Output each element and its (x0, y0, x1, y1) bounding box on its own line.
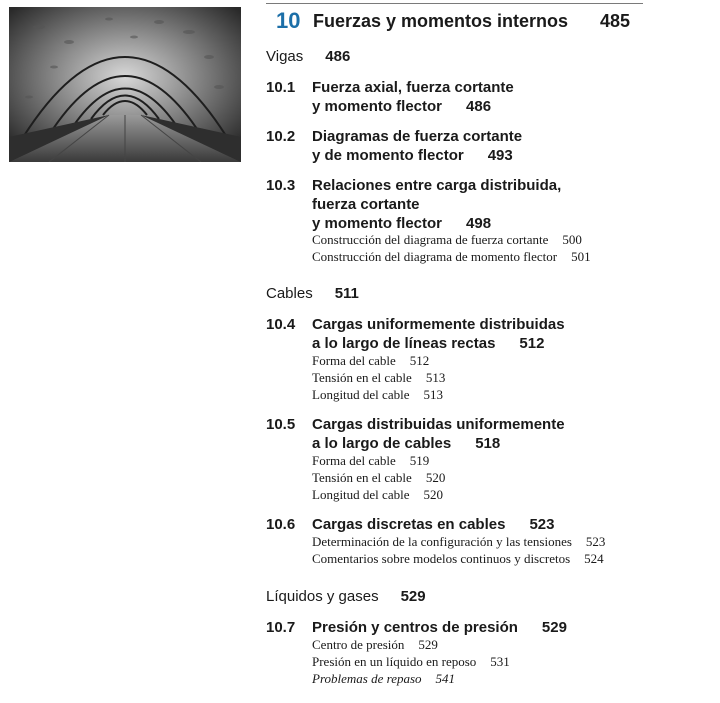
section-title-line: Presión y centros de presión (312, 619, 518, 636)
section-title-line: fuerza cortante (312, 196, 420, 213)
subsection-page: 524 (584, 551, 604, 566)
section-page: 486 (466, 98, 492, 115)
subsection-title: Longitud del cable (312, 387, 410, 402)
chapter-photo (9, 7, 241, 162)
section-number: 10.4 (266, 316, 296, 333)
subsection-title: Longitud del cable (312, 487, 410, 502)
subsection-page: 501 (571, 249, 591, 264)
header-rule (266, 3, 643, 4)
part-liquidos-y-gases[interactable] (266, 588, 426, 605)
subsection-page: 519 (409, 453, 430, 468)
subsection-title: Construcción del diagrama de momento flector (312, 249, 558, 264)
section-title-line: a lo largo de líneas rectas (312, 335, 496, 352)
part-title: Vigas (266, 48, 304, 65)
subsection-title: Problemas de repaso (312, 671, 422, 686)
section-title-line: Cargas distribuidas uniformemente (312, 416, 565, 433)
chapter-title: Fuerzas y momentos internos (313, 11, 569, 31)
section-title-line: a lo largo de cables (312, 435, 452, 452)
subsection-page: 513 (425, 370, 446, 385)
chapter-number: 10 (276, 8, 301, 33)
section-title-line: y momento flector (312, 98, 443, 115)
section-title-line: Cargas discretas en cables (312, 516, 506, 533)
section-page: 523 (529, 516, 555, 533)
subsection-item-review-problems[interactable] (312, 670, 455, 687)
subsection-title: Centro de presión (312, 637, 405, 652)
subsection-item[interactable] (312, 369, 445, 386)
subsection-item[interactable] (312, 452, 429, 469)
part-title: Líquidos y gases (266, 588, 379, 605)
subsection-title: Forma del cable (312, 353, 396, 368)
subsection-item[interactable] (312, 636, 438, 653)
part-title: Cables (266, 285, 313, 302)
section-number: 10.6 (266, 516, 296, 533)
section-title-line: y de momento flector (312, 147, 464, 164)
subsection-item[interactable] (312, 550, 604, 567)
chapter-page: 485 (600, 11, 631, 31)
section-title-line: Diagramas de fuerza cortante (312, 128, 523, 145)
section-page: 512 (519, 335, 545, 352)
section-title-line: y momento flector (312, 215, 443, 232)
part-page: 529 (400, 588, 426, 605)
subsection-item[interactable] (312, 653, 510, 670)
section-number: 10.5 (266, 416, 296, 433)
section-number: 10.7 (266, 619, 296, 636)
part-cables[interactable] (266, 285, 359, 302)
section-page: 493 (487, 147, 513, 164)
section-title-line: Fuerza axial, fuerza cortante (312, 79, 514, 96)
subsection-title: Construcción del diagrama de fuerza cortante (312, 232, 549, 247)
subsection-item[interactable] (312, 533, 605, 550)
section-page: 518 (475, 435, 501, 452)
part-page: 486 (325, 48, 351, 65)
subsection-item[interactable] (312, 248, 591, 265)
section-number: 10.1 (266, 79, 296, 96)
subsection-page: 531 (490, 654, 510, 669)
subsection-title: Tensión en el cable (312, 470, 412, 485)
part-page: 511 (334, 285, 359, 302)
section-title-line: Relaciones entre carga distribuida, (312, 177, 562, 194)
subsection-title: Forma del cable (312, 453, 396, 468)
subsection-page: 520 (423, 487, 443, 502)
subsection-page: 541 (435, 671, 456, 686)
subsection-item[interactable] (312, 486, 443, 503)
subsection-page: 513 (423, 387, 443, 402)
subsection-item[interactable] (312, 386, 443, 403)
section-number: 10.3 (266, 177, 296, 194)
subsection-title: Comentarios sobre modelos continuos y discretos (312, 551, 571, 566)
subsection-page: 500 (562, 232, 582, 247)
subsection-title: Determinación de la configuración y las tensiones (312, 534, 572, 549)
subsection-item[interactable] (312, 469, 445, 486)
section-page: 498 (466, 215, 492, 232)
subsection-page: 529 (418, 637, 438, 652)
subsection-page: 520 (425, 470, 446, 485)
section-number: 10.2 (266, 128, 296, 145)
subsection-page: 523 (585, 534, 606, 549)
subsection-page: 512 (409, 353, 430, 368)
subsection-item[interactable] (312, 231, 582, 248)
subsection-title: Presión en un líquido en reposo (312, 654, 477, 669)
section-title-line: Cargas uniformemente distribuidas (312, 316, 565, 333)
part-vigas[interactable] (266, 48, 350, 65)
section-page: 529 (541, 619, 567, 636)
subsection-title: Tensión en el cable (312, 370, 412, 385)
subsection-item[interactable] (312, 352, 429, 369)
